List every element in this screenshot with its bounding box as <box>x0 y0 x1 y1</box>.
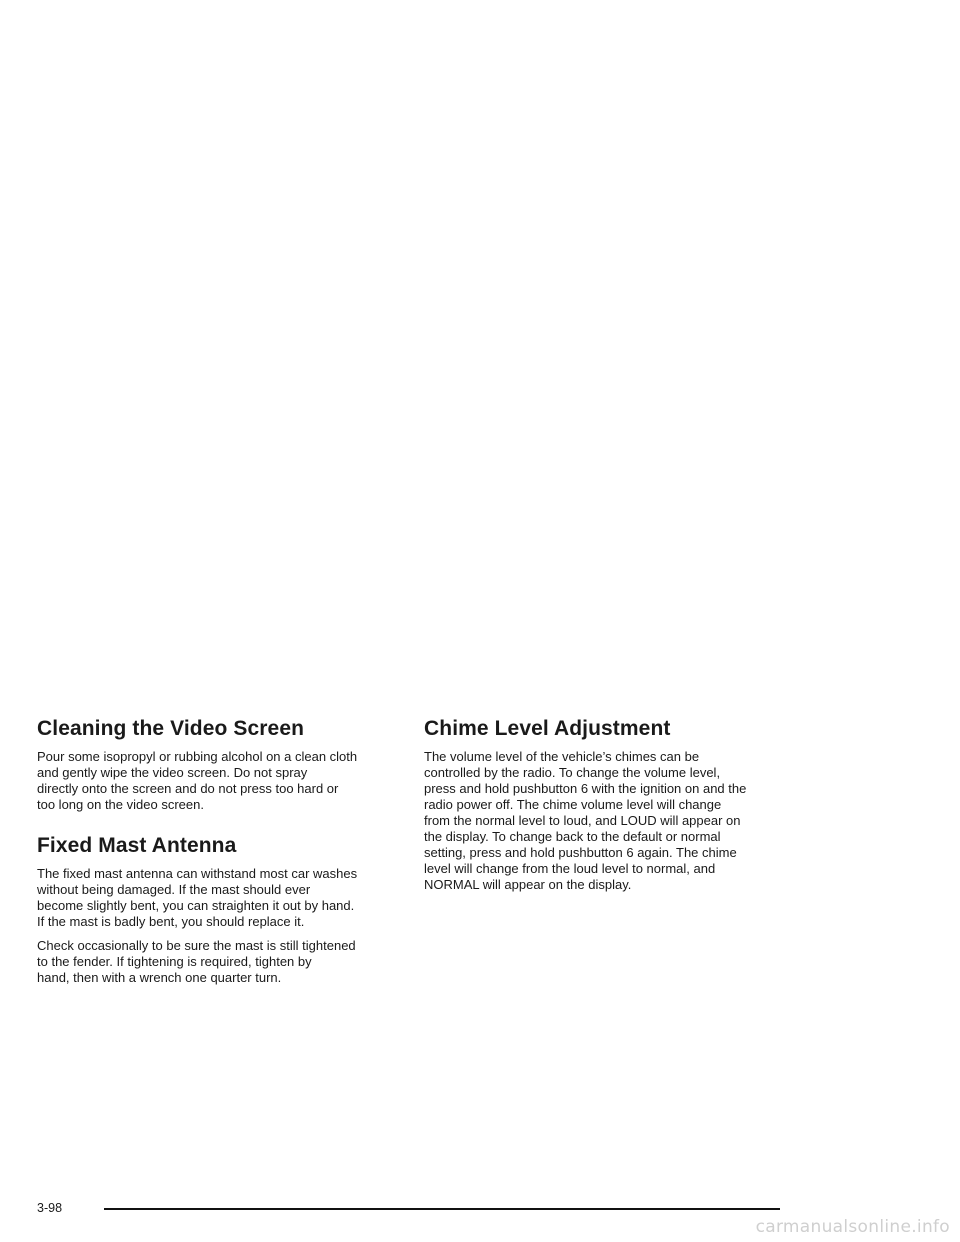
section-paragraph: The fixed mast antenna can withstand most car washes without being damaged. If the mast should ever become slightly bent, you can straighten it out by hand. If the mast is badly bent, you should replace it. <box>37 866 358 929</box>
page-number: 3-98 <box>37 1201 63 1215</box>
right-column <box>424 716 786 901</box>
section-heading: Cleaning the Video Screen <box>37 717 305 740</box>
watermark: carmanualsonline.info <box>755 1217 950 1237</box>
footer-divider <box>104 1208 780 1210</box>
section-heading: Chime Level Adjustment <box>424 717 671 740</box>
section-heading: Fixed Mast Antenna <box>37 834 237 857</box>
section-paragraph: Check occasionally to be sure the mast is still tightened to the fender. If tightening is required, tighten by hand, then with a wrench one quarter turn. <box>37 938 356 985</box>
section-paragraph: Pour some isopropyl or rubbing alcohol on a clean cloth and gently wipe the video screen. Do not spray directly onto the screen and do not press too hard or too long on the video screen. <box>37 749 358 812</box>
section-fixed-mast-antenna <box>37 833 399 986</box>
section-paragraph: The volume level of the vehicle’s chimes can be controlled by the radio. To change the volume level, press and hold pushbutton 6 with the ignition on and the radio power off. The chime volume level will change from the normal level to loud, and LOUD will appear on the display. To change back to the default or normal setting, press and hold pushbutton 6 again. The chime level will change from the loud level to normal, and NORMAL will appear on the display. <box>424 749 747 892</box>
section-chime-level-adjustment <box>424 716 786 893</box>
left-column <box>37 716 399 994</box>
section-cleaning-video-screen <box>37 716 399 813</box>
